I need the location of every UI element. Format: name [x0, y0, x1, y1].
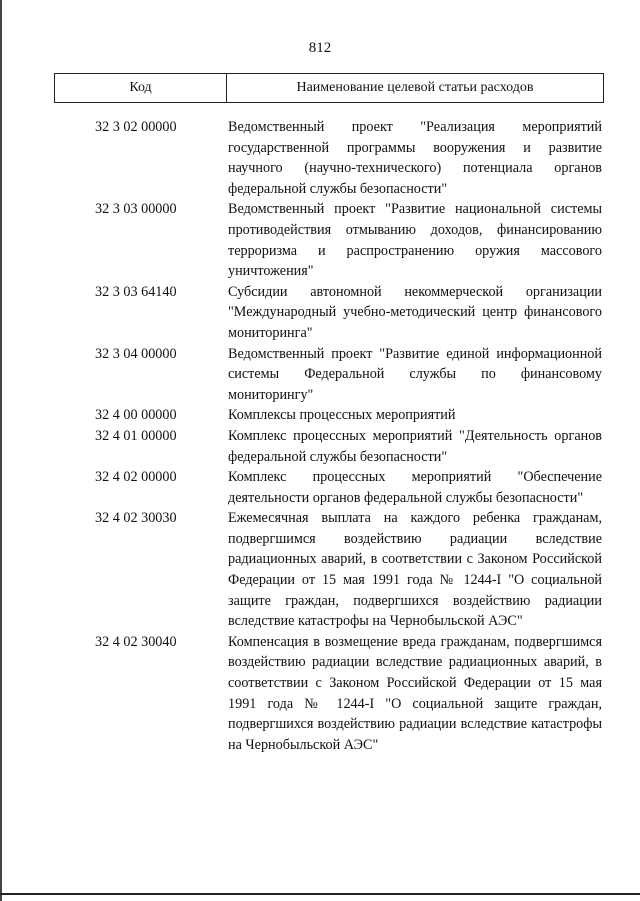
- table-row: [54, 405, 604, 426]
- table-row: [54, 508, 604, 632]
- scan-left-edge: [0, 0, 2, 901]
- row-code: 32 3 04 00000: [95, 345, 177, 362]
- column-header-code: Код: [55, 74, 227, 102]
- row-name: Компенсация в возмещение вреда гражданам, подвергшимся воздействию радиации вследствие радиационных аварий, в соответствии с Законом Российской Федерации от 15 мая 1991 года № 1244-I "О социальной защите граждан, подвергшихся воздействию радиации вследствие катастрофы на Чернобыльской АЭС": [228, 633, 602, 753]
- row-name: Субсидии автономной некоммерческой организации "Международный учебно-методический центр финансового мониторинга": [228, 283, 602, 341]
- row-name: Комплекс процессных мероприятий "Деятельность органов федеральной службы безопасности": [228, 427, 602, 465]
- row-code: 32 4 00 00000: [95, 407, 177, 424]
- row-code: 32 3 03 00000: [95, 201, 177, 218]
- table-body: [54, 117, 604, 755]
- table-row: [54, 426, 604, 467]
- row-name: Ведомственный проект "Развитие национальной системы противодействия отмыванию доходов, финансированию терроризма и распространению оружия массового уничтожения": [228, 201, 602, 280]
- row-code: 32 4 02 00000: [95, 469, 177, 486]
- page-number: 812: [308, 40, 332, 56]
- row-code: 32 3 02 00000: [95, 119, 177, 135]
- row-code: 32 4 02 30040: [95, 633, 177, 650]
- row-code: 32 4 02 30030: [95, 510, 177, 527]
- table-row: [54, 467, 604, 508]
- row-name: Ежемесячная выплата на каждого ребенка гражданам, подвергшимся воздействию радиации вследствие радиационных аварий, в соответствии с Законом Российской Федерации от 15 мая 1991 года № 1244-I "О социальной защите граждан, подвергшихся воздействию радиации вследствие катастрофы на Чернобыльской АЭС": [228, 510, 602, 630]
- table-row: [54, 199, 604, 281]
- row-name: Ведомственный проект "Развитие единой информационной системы Федеральной службы по финансовому мониторингу": [228, 345, 602, 403]
- table-row: [54, 282, 604, 344]
- row-name: Комплексы процессных мероприятий: [228, 407, 456, 424]
- row-name: Комплекс процессных мероприятий "Обеспечение деятельности органов федеральной службы безопасности": [228, 469, 602, 506]
- column-header-name: Наименование целевой статьи расходов: [296, 80, 534, 95]
- row-code: 32 3 03 64140: [95, 283, 177, 300]
- table-header: [54, 73, 604, 103]
- row-code: 32 4 01 00000: [95, 427, 177, 444]
- row-name: Ведомственный проект "Реализация мероприятий государственной программы вооружения и развитие научного (научно-технического) потенциала органов федеральной службы безопасности": [228, 119, 602, 197]
- table-row: [54, 632, 604, 756]
- table-row: [54, 117, 604, 199]
- table-row: [54, 344, 604, 406]
- scan-bottom-edge: [0, 893, 640, 895]
